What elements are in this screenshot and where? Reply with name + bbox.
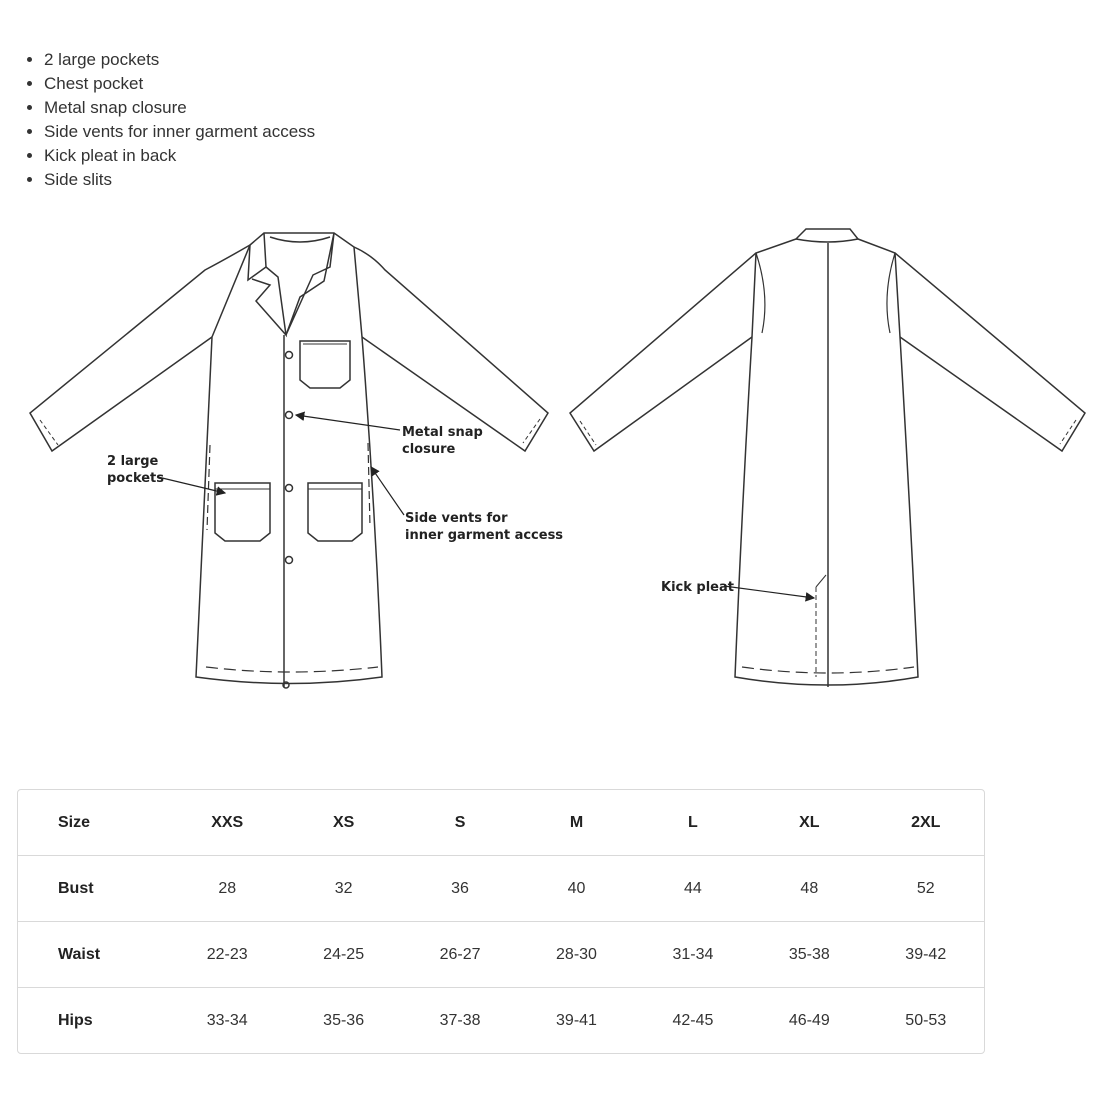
table-cell: 36 — [402, 856, 518, 922]
front-annotations — [107, 415, 563, 543]
size-chart-table — [17, 789, 985, 1054]
header-cell: L — [635, 790, 751, 856]
header-cell: 2XL — [868, 790, 984, 856]
header-cell: M — [518, 790, 634, 856]
table-cell: 28-30 — [518, 922, 634, 988]
header-cell: S — [402, 790, 518, 856]
coat-back-view — [570, 229, 1085, 687]
table-cell: 40 — [518, 856, 634, 922]
annotation-pockets: 2 large pockets — [107, 454, 165, 486]
table-cell: 48 — [751, 856, 867, 922]
annotation-snap-closure: Metal snap closure — [402, 425, 483, 457]
table-cell: 22-23 — [169, 922, 285, 988]
row-label: Hips — [58, 1011, 93, 1029]
header-cell: XL — [751, 790, 867, 856]
feature-item: • Side slits — [44, 168, 315, 192]
feature-item: • Chest pocket — [44, 72, 315, 96]
table-cell: 50-53 — [905, 1011, 947, 1029]
row-label: Bust — [18, 856, 169, 922]
table-cell: 44 — [635, 856, 751, 922]
table-cell: 31-34 — [635, 922, 751, 988]
table-cell: 42-45 — [672, 1011, 714, 1029]
table-cell: 35-36 — [323, 1011, 365, 1029]
table-cell: 32 — [285, 856, 401, 922]
table-cell: 39-41 — [556, 1011, 597, 1029]
annotation-kick-pleat: Kick pleat — [661, 580, 734, 595]
table-cell: 26-27 — [402, 922, 518, 988]
feature-item: • Kick pleat in back — [44, 144, 315, 168]
table-cell: 46-49 — [788, 1011, 830, 1029]
table-cell: 28 — [169, 856, 285, 922]
feature-item: • Side vents for inner garment access — [44, 120, 315, 144]
table-cell: 33-34 — [206, 1011, 248, 1029]
table-row — [18, 988, 984, 1053]
table-row — [18, 922, 984, 988]
back-annotations — [661, 580, 814, 598]
header-cell: XS — [285, 790, 401, 856]
table-cell: 52 — [868, 856, 984, 922]
annotation-side-vents: Side vents for inner garment access — [405, 511, 564, 543]
table-cell: 24-25 — [285, 922, 401, 988]
table-header-row — [18, 790, 984, 856]
header-cell: XXS — [169, 790, 285, 856]
row-label: Waist — [18, 922, 169, 988]
table-cell: 37-38 — [439, 1011, 481, 1029]
header-cell: Size — [18, 790, 169, 856]
lab-coat-technical-drawing — [0, 215, 1100, 705]
table-row — [18, 856, 984, 922]
table-cell: 39-42 — [868, 922, 984, 988]
feature-item: • Metal snap closure — [44, 96, 315, 120]
feature-item: • 2 large pockets — [44, 48, 315, 72]
table-cell: 35-38 — [751, 922, 867, 988]
feature-list — [22, 48, 315, 192]
